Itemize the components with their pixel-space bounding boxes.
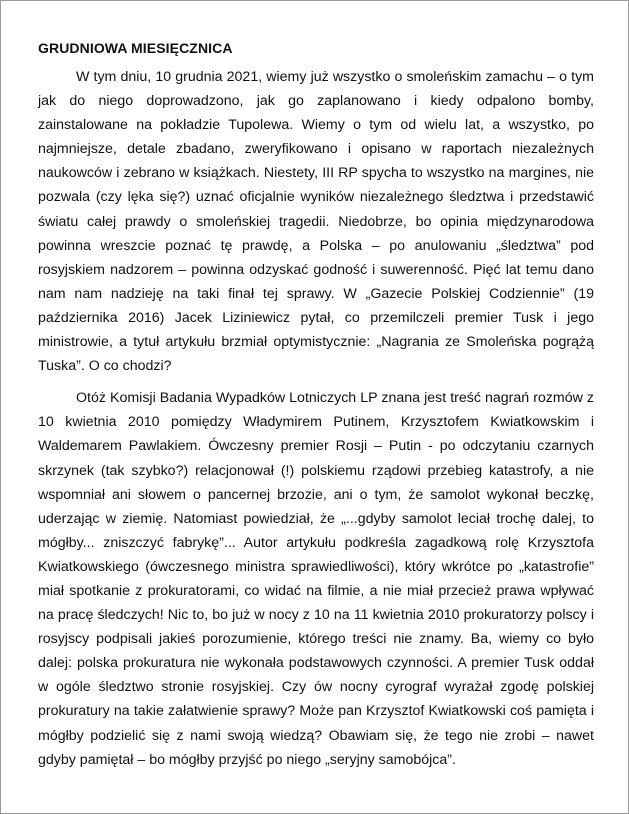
paragraph-2: Otóż Komisji Badania Wypadków Lotniczych LP znana jest treść nagrań rozmów z 10 kwietnia 2010 pomiędzy Władymirem Putinem, Krzysztofem Kwiatkowskim i Waldemarem Pawlakiem. Ówczesny premier Rosji – Putin - po odczytaniu czarnych skrzynek (tak szybko?) relacjonował (!) polskiemu rządowi przebieg katastrofy, a nie wspomniał ani słowem o pancernej brzozie, ani o tym, że samolot wykonał beczkę, uderzając w ziemię. Natomiast powiedział, że „...gdyby samolot leciał trochę dalej, to mógłby... zniszczyć fabrykę”... Autor artykułu podkreśla zagadkową rolę Krzysztofa Kwiatkowskiego (ówczesnego ministra sprawiedliwości), który wkrótce po „katastrofie” miał spotkanie z prokuratorami, co widać na filmie, a nie miał przecież prawa wpływać na pracę śledczych! Nic to, bo już w nocy z 10 na 11 kwietnia 2010 prokuratorzy polscy i rosyjscy podpisali jakieś porozumienie, którego treści nie znamy. Ba, wiemy co było dalej: polska prokuratura nie wykonała podstawowych czynności. A premier Tusk oddał w ogóle śledztwo stronie rosyjskiej. Czy ów nocny cyrograf wyrażał zgodę polskiej prokuratury na takie załatwienie sprawy? Może pan Krzysztof Kwiatkowski coś pamięta i mógłby podzielić się z nami swoją wiedzą? Obawiam się, że tego nie zrobi – nawet gdyby pamiętał – bo mógłby przyjść po niego „seryjny samobójca”. <box>38 390 594 768</box>
paragraph-1: W tym dniu, 10 grudnia 2021, wiemy już wszystko o smoleńskim zamachu – o tym jak do niego doprowadzono, jak go zaplanowano i kiedy odpalono bomby, zainstalowane na pokładzie Tupolewa. Wiemy o tym od wielu lat, a wszystko, po najmniejsze, detale zbadano, zweryfikowano i opisano w raportach niezależnych naukowców i zebrano w książkach. Niestety, III RP spycha to wszystko na margines, nie pozwala (czy lęka się?) uznać oficjalnie wyników niezależnego śledztwa i przedstawić światu całej prawdy o smoleńskiej tragedii. Niedobrze, bo opinia międzynarodowa powinna wreszcie poznać tę prawdę, a Polska – po anulowaniu „śledztwa” pod rosyjskiem nadzorem – powinna odzyskać godność i suwerenność. Pięć lat temu dano nam nam nadzieję na taki finał tej sprawy. W „Gazecie Polskiej Codziennie” (19 października 2016) Jacek Liziniewicz pytał, co przemilczeli premier Tusk i jego ministrowie, a tytuł artykułu brzmiał optymistycznie: „Nagrania ze Smoleńska pogrążą Tuska”. O co chodzi? <box>38 69 594 375</box>
document-title: GRUDNIOWA MIESIĘCZNICA <box>38 40 233 56</box>
document-body <box>38 37 594 772</box>
